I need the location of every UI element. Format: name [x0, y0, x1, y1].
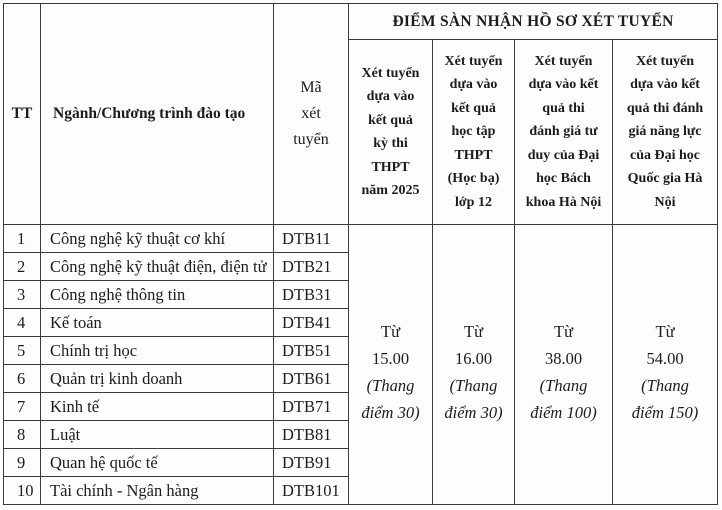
method-header-line: của Đại học [630, 147, 701, 163]
row-number: 3 [4, 281, 41, 309]
header-code [274, 4, 349, 225]
score-from-label: Từ [380, 321, 401, 341]
score-from-label: Từ [463, 321, 484, 341]
min-score-cell [349, 225, 433, 505]
score-scale: điểm 100) [530, 402, 597, 422]
min-score-cell [515, 225, 613, 505]
min-score-cell [613, 225, 718, 505]
program-code: DTB21 [274, 253, 349, 281]
method-header-line: duy của Đại [527, 147, 600, 163]
method-header-line: kỳ thi [373, 136, 408, 151]
program-code: DTB91 [274, 449, 349, 477]
method-header-line: giá năng lực [628, 124, 702, 140]
program-code: DTB41 [274, 309, 349, 337]
program-code: DTB81 [274, 421, 349, 449]
score-scale: điểm 30) [361, 402, 420, 422]
method-header-line: đánh giá tư [529, 124, 598, 140]
method-header-1 [349, 40, 433, 225]
method-header-line: THPT [454, 147, 493, 163]
method-header-4 [613, 40, 718, 225]
method-header-line: quả thi [542, 100, 585, 116]
min-score-cell [433, 225, 515, 505]
score-scale: (Thang [449, 375, 498, 395]
score-value: 16.00 [454, 348, 493, 368]
method-header-line: học tập [451, 124, 496, 140]
row-number: 2 [4, 253, 41, 281]
header-code-line: xét [301, 105, 321, 122]
table-row [4, 225, 718, 253]
score-from-label: Từ [655, 321, 675, 341]
row-number: 4 [4, 309, 41, 337]
header-tt: TT [4, 4, 41, 225]
header-program: Ngành/Chương trình đào tạo [41, 4, 274, 225]
program-name: Luật [41, 421, 274, 449]
score-scale: điểm 150) [631, 402, 699, 422]
program-code: DTB71 [274, 393, 349, 421]
header-code-line: tuyển [293, 131, 329, 148]
method-header-2 [433, 40, 515, 225]
method-header-line: khoa Hà Nội [525, 194, 602, 210]
method-header-line: quả thi đánh [626, 100, 704, 116]
score-from-label: Từ [553, 321, 574, 341]
program-code: DTB101 [274, 477, 349, 505]
program-name: Công nghệ thông tin [41, 281, 274, 309]
score-scale: (Thang [641, 375, 689, 395]
header-code-line: Mã [300, 79, 322, 96]
row-number: 6 [4, 365, 41, 393]
method-header-line: lớp 12 [455, 194, 492, 210]
score-scale: (Thang [539, 375, 588, 395]
program-name: Chính trị học [41, 337, 274, 365]
method-header-line: Xét tuyển [534, 53, 593, 69]
program-code: DTB11 [274, 225, 349, 253]
program-name: Quản trị kinh doanh [41, 365, 274, 393]
score-value: 15.00 [371, 348, 410, 368]
row-number: 5 [4, 337, 41, 365]
program-name: Tài chính - Ngân hàng [41, 477, 274, 505]
program-name: Kinh tế [41, 393, 274, 421]
method-header-line: kết quả [451, 100, 496, 116]
score-scale: (Thang [366, 375, 415, 395]
program-code: DTB61 [274, 365, 349, 393]
method-header-line: học Bách [536, 171, 591, 187]
method-header-line: dựa vào [366, 89, 415, 104]
row-number: 10 [4, 477, 41, 505]
method-header-line: năm 2025 [361, 183, 420, 198]
row-number: 1 [4, 225, 41, 253]
method-header-3 [515, 40, 613, 225]
row-number: 8 [4, 421, 41, 449]
program-name: Công nghệ kỹ thuật cơ khí [41, 225, 274, 253]
row-number: 9 [4, 449, 41, 477]
method-header-line: dựa vào [449, 77, 498, 93]
program-name: Kế toán [41, 309, 274, 337]
method-header-line: Nội [654, 194, 676, 210]
method-header-line: (Học bạ) [447, 171, 500, 187]
program-code: DTB51 [274, 337, 349, 365]
score-value: 54.00 [646, 348, 684, 368]
method-header-line: Xét tuyển [444, 53, 503, 69]
program-name: Quan hệ quốc tế [41, 449, 274, 477]
method-header-line: kết quả [368, 112, 413, 128]
row-number: 7 [4, 393, 41, 421]
method-header-line: dựa vào kết [528, 77, 599, 93]
program-name: Công nghệ kỹ thuật điện, điện tử [41, 253, 274, 281]
score-value: 38.00 [544, 348, 583, 368]
score-scale: điểm 30) [444, 402, 503, 422]
method-header-line: Xét tuyển [636, 53, 694, 69]
header-group-title: ĐIỂM SÀN NHẬN HỒ SƠ XÉT TUYỂN [349, 4, 718, 40]
method-header-line: Quốc gia Hà [627, 171, 703, 187]
method-header-line: Xét tuyển [361, 65, 420, 81]
admission-score-table [3, 3, 718, 505]
method-header-line: dựa vào kết [630, 77, 700, 93]
method-header-line: THPT [371, 159, 410, 175]
program-code: DTB31 [274, 281, 349, 309]
